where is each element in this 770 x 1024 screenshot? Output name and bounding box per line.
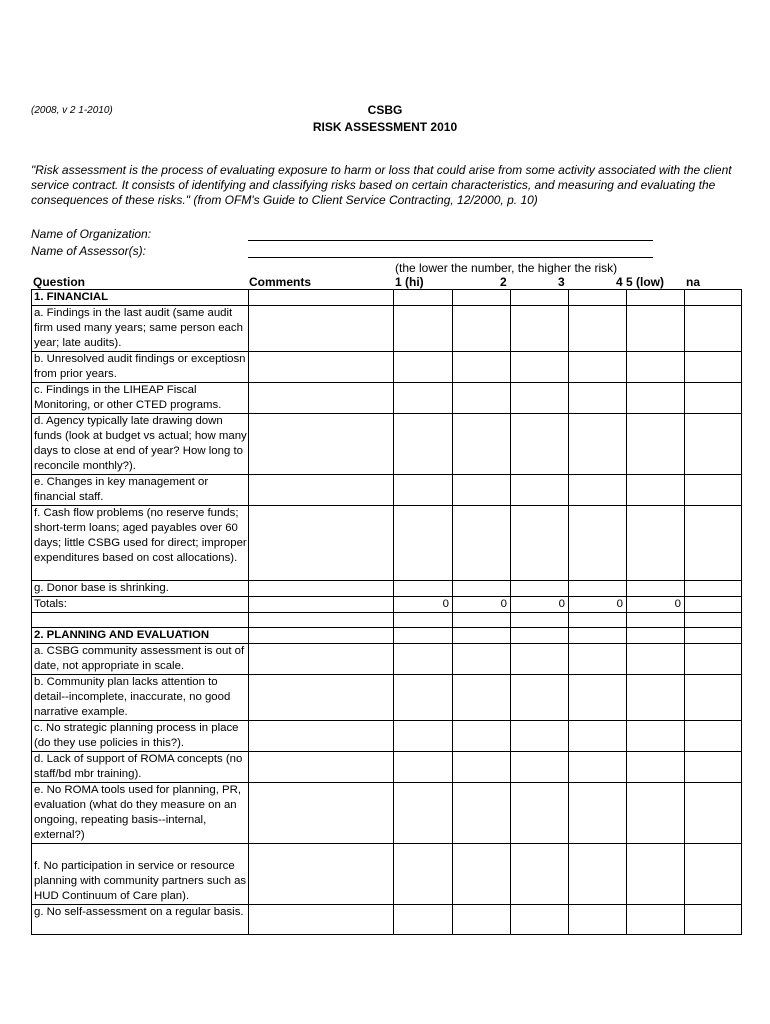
- comment-cell[interactable]: [249, 644, 394, 675]
- score-cell[interactable]: [394, 783, 453, 844]
- assessor-label: Name of Assessor(s):: [31, 244, 146, 258]
- score-cell[interactable]: [511, 352, 569, 383]
- form-version: (2008, v 2 1-2010): [31, 105, 113, 116]
- intro-quote: "Risk assessment is the process of evaluating exposure to harm or loss that could arise from some activity associated with the client service contract. It consists of identifying and classifying risks based on certain characteristics, and measuring and evaluating the consequences of these risks." (from OFM's Guide to Client Service Contracting, 12/2000, p. 10): [31, 163, 732, 207]
- score-cell[interactable]: [569, 721, 627, 752]
- score-cell[interactable]: [569, 783, 627, 844]
- score-cell[interactable]: [453, 383, 511, 414]
- score-cell[interactable]: [569, 352, 627, 383]
- score-cell[interactable]: [394, 581, 453, 597]
- column-header-2: 2: [500, 275, 507, 289]
- score-cell[interactable]: [627, 352, 685, 383]
- score-cell[interactable]: [394, 414, 453, 475]
- score-cell[interactable]: [511, 675, 569, 721]
- question-cell: c. No strategic planning process in place (do they use policies in this?).: [32, 721, 249, 752]
- score-cell[interactable]: [453, 783, 511, 844]
- score-cell[interactable]: [685, 306, 742, 352]
- question-cell: d. Agency typically late drawing down funds (look at budget vs actual; how many days to close at end of year? How long to reconcile monthly?).: [32, 414, 249, 475]
- score-cell[interactable]: [453, 352, 511, 383]
- totals-row: [32, 597, 742, 613]
- table-row: [32, 721, 742, 752]
- question-cell: e. Changes in key management or financial staff.: [32, 475, 249, 506]
- score-cell[interactable]: [569, 644, 627, 675]
- score-cell[interactable]: [685, 352, 742, 383]
- score-cell[interactable]: [627, 644, 685, 675]
- score-cell[interactable]: [394, 675, 453, 721]
- score-cell[interactable]: [394, 383, 453, 414]
- score-cell[interactable]: [685, 383, 742, 414]
- score-cell[interactable]: [627, 905, 685, 935]
- score-cell[interactable]: [511, 383, 569, 414]
- comment-cell[interactable]: [249, 905, 394, 935]
- question-cell: d. Lack of support of ROMA concepts (no staff/bd mbr training).: [32, 752, 249, 783]
- score-cell[interactable]: [453, 644, 511, 675]
- total-5-low: 0: [627, 597, 685, 613]
- total-3: 0: [511, 597, 569, 613]
- score-cell[interactable]: [394, 306, 453, 352]
- score-cell[interactable]: [627, 506, 685, 581]
- score-cell[interactable]: [685, 905, 742, 935]
- scale-note: (the lower the number, the higher the risk): [395, 261, 618, 275]
- score-cell[interactable]: [569, 414, 627, 475]
- score-cell[interactable]: [453, 721, 511, 752]
- score-cell[interactable]: [627, 306, 685, 352]
- question-cell: g. Donor base is shrinking.: [32, 581, 249, 597]
- comment-cell[interactable]: [249, 475, 394, 506]
- score-cell[interactable]: [627, 752, 685, 783]
- score-cell[interactable]: [685, 783, 742, 844]
- score-cell[interactable]: [685, 844, 742, 905]
- form-title: CSBG: [367, 103, 403, 117]
- section-header-row: [32, 628, 742, 644]
- score-cell[interactable]: [685, 675, 742, 721]
- table-row: [32, 414, 742, 475]
- score-cell[interactable]: [627, 414, 685, 475]
- question-cell: g. No self-assessment on a regular basis.: [32, 905, 249, 935]
- question-cell: b. Unresolved audit findings or exceptiosn from prior years.: [32, 352, 249, 383]
- section-header-row: [32, 290, 742, 306]
- score-cell[interactable]: [627, 675, 685, 721]
- comment-cell[interactable]: [249, 506, 394, 581]
- question-cell: a. CSBG community assessment is out of date, not appropriate in scale.: [32, 644, 249, 675]
- score-cell[interactable]: [511, 475, 569, 506]
- comment-cell[interactable]: [249, 721, 394, 752]
- score-cell[interactable]: [453, 414, 511, 475]
- section-title-planning: 2. PLANNING AND EVALUATION: [32, 628, 249, 644]
- score-cell[interactable]: [685, 414, 742, 475]
- comment-cell[interactable]: [249, 581, 394, 597]
- score-cell[interactable]: [453, 506, 511, 581]
- comment-cell[interactable]: [249, 675, 394, 721]
- score-cell[interactable]: [569, 675, 627, 721]
- score-cell[interactable]: [569, 752, 627, 783]
- score-cell[interactable]: [627, 475, 685, 506]
- comment-cell[interactable]: [249, 383, 394, 414]
- score-cell[interactable]: [394, 721, 453, 752]
- totals-label: Totals:: [32, 597, 249, 613]
- score-cell[interactable]: [569, 506, 627, 581]
- score-cell[interactable]: [685, 721, 742, 752]
- column-header-na: na: [686, 275, 701, 289]
- score-cell[interactable]: [394, 475, 453, 506]
- score-cell[interactable]: [453, 905, 511, 935]
- column-header-1-hi: 1 (hi): [395, 275, 424, 289]
- assessor-field[interactable]: [248, 257, 653, 258]
- score-cell[interactable]: [627, 721, 685, 752]
- table-row: [32, 783, 742, 844]
- table-row: [32, 844, 742, 905]
- column-header-4-5-low: 4 5 (low): [616, 275, 665, 289]
- score-cell[interactable]: [627, 783, 685, 844]
- score-cell[interactable]: [453, 581, 511, 597]
- total-2: 0: [453, 597, 511, 613]
- score-cell[interactable]: [511, 752, 569, 783]
- organization-label: Name of Organization:: [31, 227, 152, 241]
- score-cell[interactable]: [685, 506, 742, 581]
- score-cell[interactable]: [394, 752, 453, 783]
- score-cell[interactable]: [685, 475, 742, 506]
- comment-cell[interactable]: [249, 352, 394, 383]
- score-cell[interactable]: [685, 752, 742, 783]
- score-cell[interactable]: [511, 783, 569, 844]
- score-cell[interactable]: [569, 581, 627, 597]
- score-cell[interactable]: [394, 352, 453, 383]
- score-cell[interactable]: [511, 844, 569, 905]
- question-cell: f. Cash flow problems (no reserve funds; short-term loans; aged payables over 60 days; little CSBG used for direct; improper expenditures based on cost allocations).: [32, 506, 249, 581]
- score-cell[interactable]: [627, 844, 685, 905]
- table-row: [32, 383, 742, 414]
- score-cell[interactable]: [511, 644, 569, 675]
- total-4: 0: [569, 597, 627, 613]
- table-row: [32, 306, 742, 352]
- score-cell[interactable]: [511, 506, 569, 581]
- table-row: [32, 752, 742, 783]
- column-header-3: 3: [558, 275, 565, 289]
- score-cell[interactable]: [511, 905, 569, 935]
- score-cell[interactable]: [627, 383, 685, 414]
- score-cell[interactable]: [453, 306, 511, 352]
- table-row: [32, 905, 742, 935]
- table-row: [32, 352, 742, 383]
- question-cell: f. No participation in service or resource planning with community partners such as HUD Continuum of Care plan).: [32, 844, 249, 905]
- table-row: [32, 644, 742, 675]
- question-cell: b. Community plan lacks attention to detail--incomplete, inaccurate, no good narrative example.: [32, 675, 249, 721]
- score-cell[interactable]: [394, 506, 453, 581]
- score-cell[interactable]: [511, 721, 569, 752]
- score-cell[interactable]: [453, 675, 511, 721]
- score-cell[interactable]: [685, 644, 742, 675]
- question-cell: a. Findings in the last audit (same audit firm used many years; same person each year; late audits).: [32, 306, 249, 352]
- comment-cell[interactable]: [249, 306, 394, 352]
- score-cell[interactable]: [627, 581, 685, 597]
- table-row: [32, 675, 742, 721]
- score-cell[interactable]: [394, 905, 453, 935]
- table-row: [32, 506, 742, 581]
- score-cell[interactable]: [511, 306, 569, 352]
- comment-cell[interactable]: [249, 844, 394, 905]
- score-cell[interactable]: [394, 844, 453, 905]
- column-header-comments: Comments: [249, 275, 312, 289]
- score-cell[interactable]: [569, 905, 627, 935]
- score-cell[interactable]: [569, 306, 627, 352]
- score-cell[interactable]: [569, 383, 627, 414]
- comment-cell[interactable]: [249, 752, 394, 783]
- form-subtitle: RISK ASSESSMENT 2010: [312, 120, 458, 134]
- score-cell[interactable]: [453, 752, 511, 783]
- organization-field[interactable]: [248, 240, 653, 241]
- table-row: [32, 475, 742, 506]
- section-title-financial: 1. FINANCIAL: [32, 290, 249, 306]
- score-cell[interactable]: [453, 844, 511, 905]
- score-cell[interactable]: [685, 581, 742, 597]
- table-row: [32, 581, 742, 597]
- score-cell[interactable]: [453, 475, 511, 506]
- comment-cell[interactable]: [249, 783, 394, 844]
- score-cell[interactable]: [511, 414, 569, 475]
- score-cell[interactable]: [511, 581, 569, 597]
- spacer-row: [32, 613, 742, 628]
- score-cell[interactable]: [569, 844, 627, 905]
- question-cell: c. Findings in the LIHEAP Fiscal Monitoring, or other CTED programs.: [32, 383, 249, 414]
- column-header-question: Question: [33, 275, 86, 289]
- score-cell[interactable]: [394, 644, 453, 675]
- question-cell: e. No ROMA tools used for planning, PR, evaluation (what do they measure on an ongoing, repeating basis--internal, external?): [32, 783, 249, 844]
- comment-cell[interactable]: [249, 414, 394, 475]
- total-1-hi: 0: [394, 597, 453, 613]
- risk-assessment-table: [31, 289, 742, 935]
- score-cell[interactable]: [569, 475, 627, 506]
